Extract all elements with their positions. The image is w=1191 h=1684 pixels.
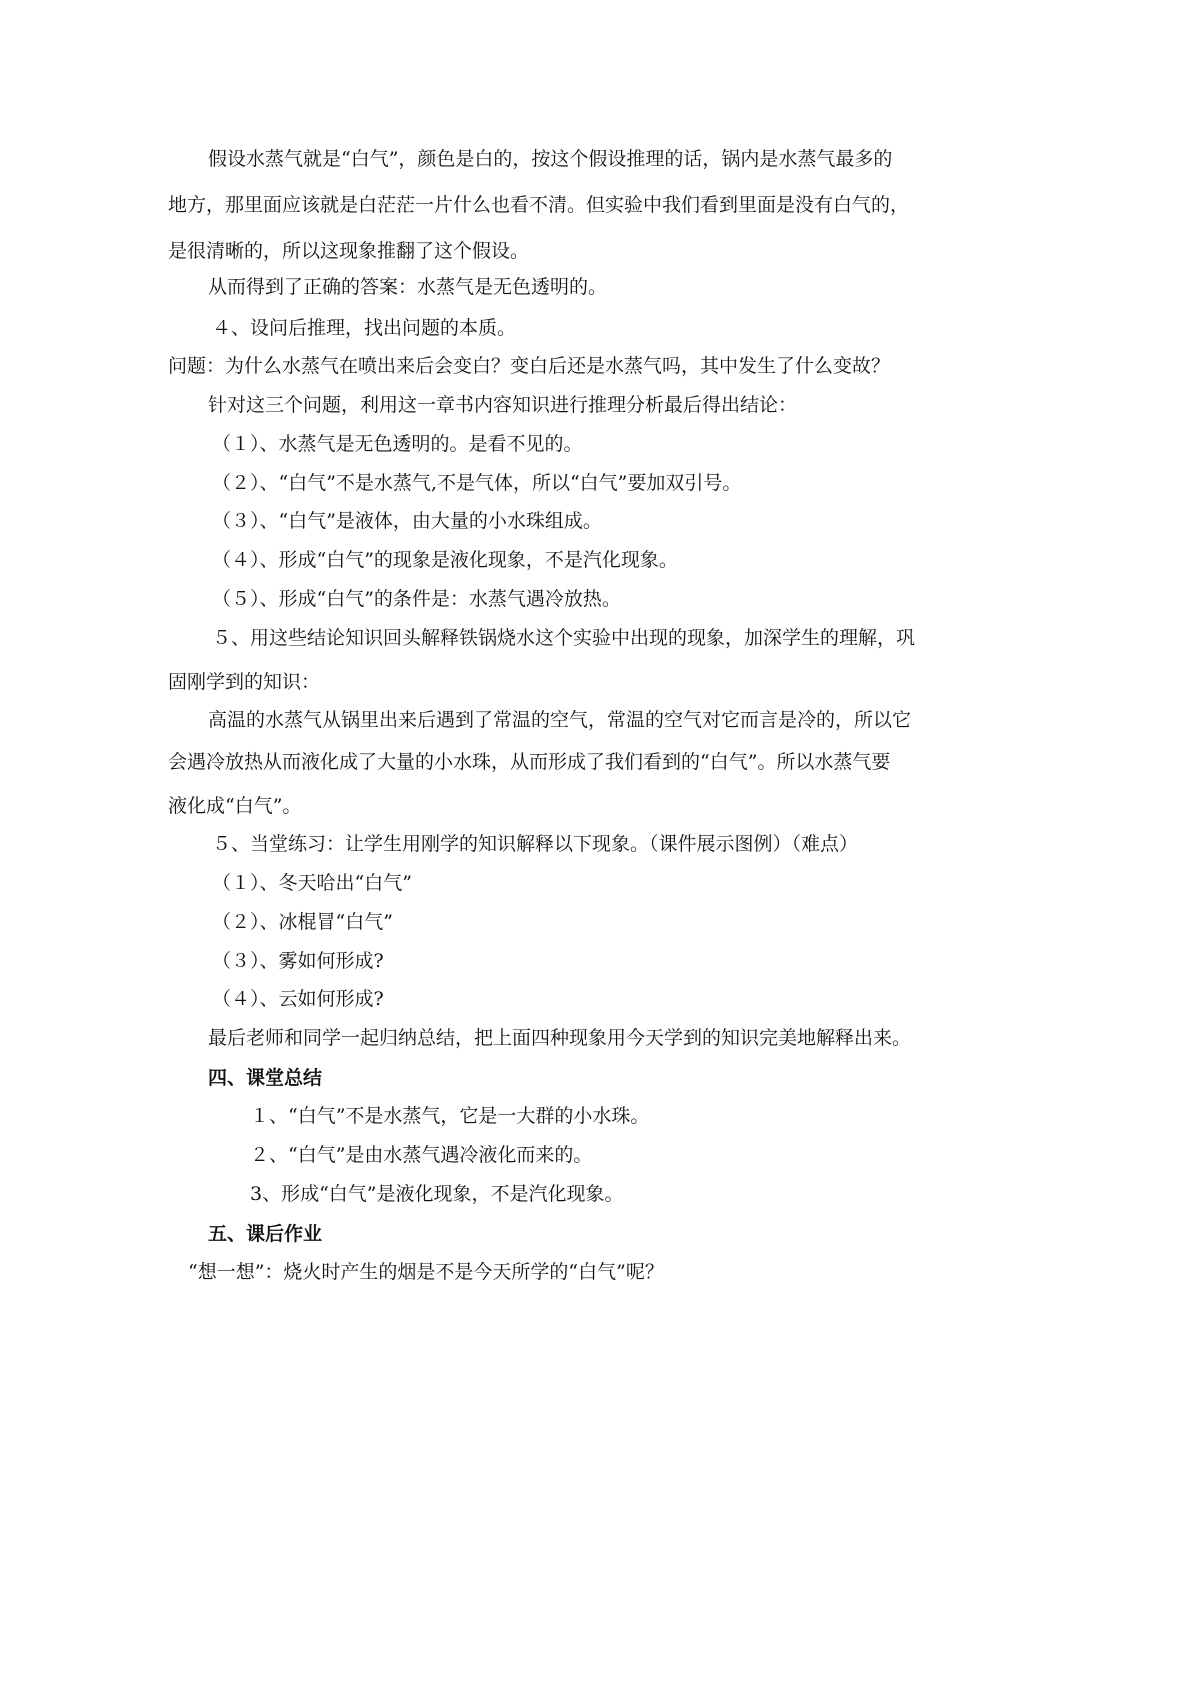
analysis-intro: 针对这三个问题，利用这一章书内容知识进行推理分析最后得出结论： bbox=[208, 394, 798, 416]
conclusion-item-1: （１）、水蒸气是无色透明的。是看不见的。 bbox=[212, 433, 583, 455]
explanation-line-1: 高温的水蒸气从锅里出来后遇到了常温的空气，常温的空气对它而言是冷的，所以它 bbox=[208, 709, 912, 731]
explanation-line-3: 液化成“白气”。 bbox=[168, 795, 302, 817]
practice-item-2: （２）、冰棍冒“白气” bbox=[212, 911, 393, 933]
hypothesis-line-3: 是很清晰的，所以这现象推翻了这个假设。 bbox=[168, 240, 530, 262]
section-heading-homework: 五、课后作业 bbox=[208, 1223, 323, 1245]
conclusion-item-2: （２）、“白气”不是水蒸气,不是气体，所以“白气”要加双引号。 bbox=[212, 472, 742, 494]
conclusion-item-5: （５）、形成“白气”的条件是：水蒸气遇冷放热。 bbox=[212, 588, 621, 610]
step5-apply-line-2: 固刚学到的知识： bbox=[168, 671, 321, 693]
practice-item-4: （４）、云如何形成? bbox=[212, 988, 384, 1010]
practice-item-1: （１）、冬天哈出“白气” bbox=[212, 872, 412, 894]
explanation-line-2: 会遇冷放热从而液化成了大量的小水珠，从而形成了我们看到的“白气”。所以水蒸气要 bbox=[168, 751, 891, 773]
practice-item-3: （３）、雾如何形成? bbox=[212, 950, 384, 972]
summary-item-3: 3、形成“白气”是液化现象，不是汽化现象。 bbox=[250, 1183, 624, 1205]
step5-apply-line-1: ５、用这些结论知识回头解释铁锅烧水这个实验中出现的现象，加深学生的理解，巩 bbox=[212, 627, 916, 649]
section-heading-class-summary: 四、课堂总结 bbox=[208, 1067, 323, 1089]
correct-answer-line: 从而得到了正确的答案：水蒸气是无色透明的。 bbox=[208, 276, 608, 298]
question-line: 问题：为什么水蒸气在喷出来后会变白？变白后还是水蒸气吗，其中发生了什么变故？ bbox=[168, 355, 891, 377]
conclusion-item-3: （３）、“白气”是液体，由大量的小水珠组成。 bbox=[212, 510, 602, 532]
conclusion-item-4: （４）、形成“白气”的现象是液化现象，不是汽化现象。 bbox=[212, 549, 678, 571]
homework-line: “想一想”：烧火时产生的烟是不是今天所学的“白气”呢？ bbox=[188, 1261, 664, 1283]
summary-item-1: １、“白气”不是水蒸气，它是一大群的小水珠。 bbox=[250, 1105, 650, 1127]
hypothesis-line-2: 地方，那里面应该就是白茫茫一片什么也看不清。但实验中我们看到里面是没有白气的， bbox=[168, 194, 910, 216]
hypothesis-line-1: 假设水蒸气就是“白气”，颜色是白的，按这个假设推理的话，锅内是水蒸气最多的 bbox=[208, 148, 893, 170]
practice-summary: 最后老师和同学一起归纳总结，把上面四种现象用今天学到的知识完美地解释出来。 bbox=[208, 1027, 912, 1049]
step4-title: ４、设问后推理，找出问题的本质。 bbox=[212, 317, 517, 339]
practice-title: ５、当堂练习：让学生用刚学的知识解释以下现象。（课件展示图例）（难点） bbox=[212, 833, 859, 855]
summary-item-2: ２、“白气”是由水蒸气遇冷液化而来的。 bbox=[250, 1144, 593, 1166]
